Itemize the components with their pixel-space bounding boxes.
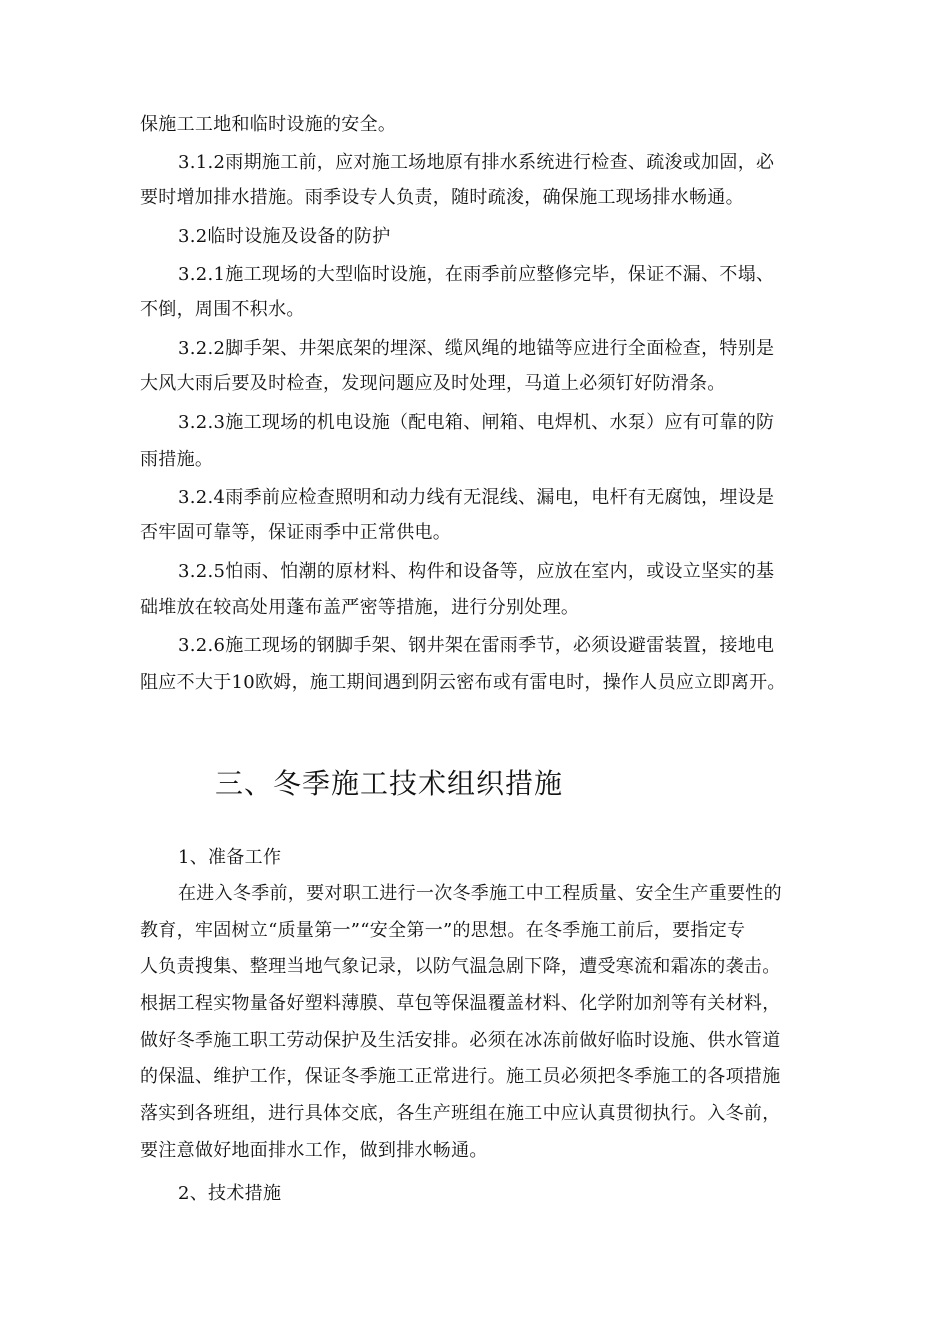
section-heading-winter: 三、冬季施工技术组织措施 xyxy=(215,767,564,800)
paragraph-3-2-3-line1: 3.2.3施工现场的机电设施（配电箱、闸箱、电焊机、水泵）应有可靠的防 xyxy=(178,412,775,433)
paragraph-3-2-6-line2: 阻应不大于10欧姆，施工期间遇到阴云密布或有雷电时，操作人员应立即离开。 xyxy=(140,672,786,693)
paragraph-3-2-2-line2: 大风大雨后要及时检查，发现问题应及时处理，马道上必须钉好防滑条。 xyxy=(140,373,726,394)
paragraph-3-2-6-line1: 3.2.6施工现场的钢脚手架、钢井架在雷雨季节，必须设避雷装置，接地电 xyxy=(178,635,775,656)
winter-paragraph-line1: 在进入冬季前，要对职工进行一次冬季施工中工程质量、安全生产重要性的 xyxy=(178,883,782,904)
paragraph-3-2-5-line1: 3.2.5怕雨、怕潮的原材料、构件和设备等，应放在室内，或设立坚实的基 xyxy=(178,561,775,582)
subheading-technical-measures: 2、技术措施 xyxy=(178,1183,282,1204)
paragraph-3-2-4-line2: 否牢固可靠等，保证雨季中正常供电。 xyxy=(140,522,452,543)
paragraph-3-1-2-line1: 3.1.2雨期施工前，应对施工场地原有排水系统进行检查、疏浚或加固，必 xyxy=(178,152,775,173)
subheading-3-2: 3.2临时设施及设备的防护 xyxy=(178,226,391,247)
paragraph-3-2-5-line2: 础堆放在较高处用蓬布盖严密等措施，进行分别处理。 xyxy=(140,597,580,618)
paragraph-3-2-1-line1: 3.2.1施工现场的大型临时设施，在雨季前应整修完毕，保证不漏、不塌、 xyxy=(178,264,775,285)
paragraph-3-2-1-line2: 不倒，周围不积水。 xyxy=(140,299,305,320)
subheading-preparation: 1、准备工作 xyxy=(178,847,282,868)
winter-paragraph-line7: 落实到各班组，进行具体交底，各生产班组在施工中应认真贯彻执行。入冬前， xyxy=(140,1103,781,1124)
paragraph-3-2-3-line2: 雨措施。 xyxy=(140,449,214,470)
winter-paragraph-line2: 教育，牢固树立“质量第一”“安全第一”的思想。在冬季施工前后，要指定专 xyxy=(140,920,746,941)
winter-paragraph-line3: 人负责搜集、整理当地气象记录，以防气温急剧下降，遭受寒流和霜冻的袭击。 xyxy=(140,956,781,977)
winter-paragraph-line5: 做好冬季施工职工劳动保护及生活安排。必须在冰冻前做好临时设施、供水管道 xyxy=(140,1030,781,1051)
winter-paragraph-line8: 要注意做好地面排水工作，做到排水畅通。 xyxy=(140,1140,488,1161)
winter-paragraph-line6: 的保温、维护工作，保证冬季施工正常进行。施工员必须把冬季施工的各项措施 xyxy=(140,1066,781,1087)
paragraph-3-1-2-line2: 要时增加排水措施。雨季设专人负责，随时疏浚，确保施工现场排水畅通。 xyxy=(140,187,744,208)
paragraph-3-2-4-line1: 3.2.4雨季前应检查照明和动力线有无混线、漏电，电杆有无腐蚀，埋设是 xyxy=(178,487,775,508)
paragraph-3-2-2-line1: 3.2.2脚手架、井架底架的埋深、缆风绳的地锚等应进行全面检查，特别是 xyxy=(178,338,775,359)
winter-paragraph-line4: 根据工程实物量备好塑料薄膜、草包等保温覆盖材料、化学附加剂等有关材料， xyxy=(140,993,781,1014)
paragraph-line: 保施工工地和临时设施的安全。 xyxy=(140,114,397,135)
